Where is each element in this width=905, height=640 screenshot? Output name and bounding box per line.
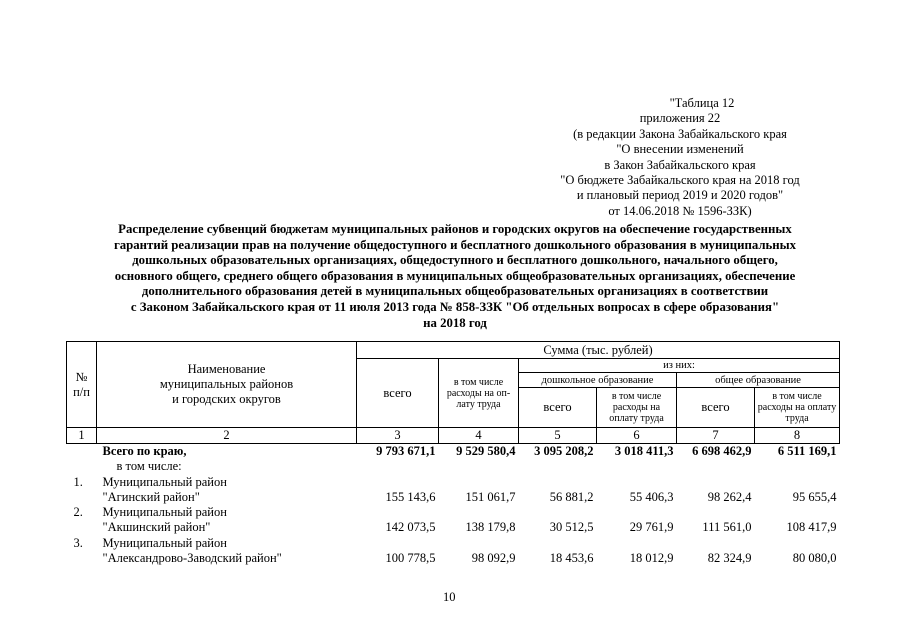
header-line: (в редакции Закона Забайкальского края (573, 126, 787, 141)
title-line: на 2018 год (423, 315, 487, 330)
header-general: общее образование (677, 373, 840, 388)
header-preschool-total: всего (519, 388, 597, 428)
row-name: Муниципальный район "Агинский район" (102, 474, 227, 504)
total-value: 6 511 169,1 (777, 444, 837, 458)
header-of-which: из них: (519, 359, 840, 373)
table-row-total (67, 444, 840, 460)
row-value: 151 061,7 (465, 489, 516, 504)
row-value: 98 262,4 (707, 489, 752, 504)
row-name: Муниципальный район "Александрово-Заводский район" (102, 535, 282, 566)
header-line: "Таблица 12 (669, 96, 735, 110)
row-value: 18 012,9 (629, 551, 674, 566)
col-number: 3 (357, 428, 439, 444)
row-value: 56 881,2 (549, 489, 594, 504)
row-num: 3. (73, 535, 83, 550)
row-value: 95 655,4 (792, 489, 837, 504)
table-row (67, 505, 840, 536)
title-line: дополнительного образования детей в муниципальных общеобразовательных организациях в соответствии (141, 284, 769, 299)
page-number: 10 (443, 590, 456, 604)
header-line: и плановый период 2019 и 2020 годов" (576, 188, 784, 203)
row-value: 155 143,6 (385, 489, 436, 504)
header-line: приложения 22 (639, 111, 721, 126)
subtitle-label: в том числе: (116, 459, 182, 474)
header-incl-salary: в том числе расходы на оп-лату труда (439, 359, 519, 428)
header-general-salary: в том числе расходы на оплату труда (755, 388, 840, 428)
subsidy-table (66, 341, 840, 566)
col-number: 7 (677, 428, 755, 444)
document-title (60, 222, 850, 331)
title-line: основного общего, среднего общего образования в муниципальных общеобразовательных организациях, обеспечение (114, 268, 796, 283)
col-number: 5 (519, 428, 597, 444)
header-line: "О внесении изменений (616, 142, 744, 157)
row-value: 100 778,5 (385, 551, 436, 566)
row-value: 138 179,8 (465, 520, 516, 535)
row-num: 2. (73, 505, 83, 520)
header-line: "О бюджете Забайкальского края на 2018 год (560, 173, 800, 188)
col-number: 1 (67, 428, 97, 444)
total-value: 3 018 411,3 (614, 444, 674, 458)
title-line: Распределение субвенций бюджетам муниципальных районов и городских округов на обеспечение государственных (118, 222, 792, 236)
row-value: 108 417,9 (786, 520, 837, 535)
header-name: Наименование муниципальных районов и городских округов (97, 342, 357, 428)
title-line: с Законом Забайкальского края от 11 июля 2013 года № 858-ЗЗК "Об отдельных вопросах в сфере образования" (130, 299, 780, 314)
row-name: Муниципальный район "Акшинский район" (102, 505, 227, 535)
row-value: 30 512,5 (549, 520, 594, 535)
col-number: 4 (439, 428, 519, 444)
col-number: 8 (755, 428, 840, 444)
table-row-subtitle (67, 459, 840, 474)
table-row (67, 475, 840, 506)
header-preschool-salary: в том числе расходы на оплату труда (597, 388, 677, 428)
row-value: 82 324,9 (707, 551, 752, 566)
title-line: гарантий реализации прав на получение общедоступного и бесплатного дошкольного образования в муниципальных (113, 237, 797, 252)
row-value: 111 561,0 (702, 520, 752, 535)
col-number: 6 (597, 428, 677, 444)
title-line: дошкольных образовательных организациях, общедоступного и бесплатного дошкольного, начального общего, (132, 253, 778, 268)
header-line: в Закон Забайкальского края (604, 157, 756, 172)
header-line: от 14.06.2018 № 1596-ЗЗК) (608, 203, 752, 218)
row-value: 55 406,3 (629, 489, 674, 504)
row-value: 142 073,5 (385, 520, 436, 535)
total-label: Всего по краю, (102, 444, 187, 458)
col-number: 2 (97, 428, 357, 444)
row-value: 18 453,6 (549, 551, 594, 566)
header-preschool: дошкольное образование (519, 373, 677, 388)
header-general-total: всего (677, 388, 755, 428)
total-value: 6 698 462,9 (692, 444, 752, 458)
row-value: 80 080,0 (792, 551, 837, 566)
row-num: 1. (73, 474, 83, 489)
total-value: 9 529 580,4 (456, 444, 516, 458)
header-num: № п/п (67, 342, 97, 428)
header-sum: Сумма (тыс. рублей) (357, 342, 840, 359)
header-total: всего (357, 359, 439, 428)
total-value: 9 793 671,1 (376, 444, 436, 458)
total-value: 3 095 208,2 (534, 444, 594, 458)
table-row (67, 536, 840, 567)
row-value: 98 092,9 (471, 551, 516, 566)
appendix-header (520, 96, 840, 219)
row-value: 29 761,9 (629, 520, 674, 535)
